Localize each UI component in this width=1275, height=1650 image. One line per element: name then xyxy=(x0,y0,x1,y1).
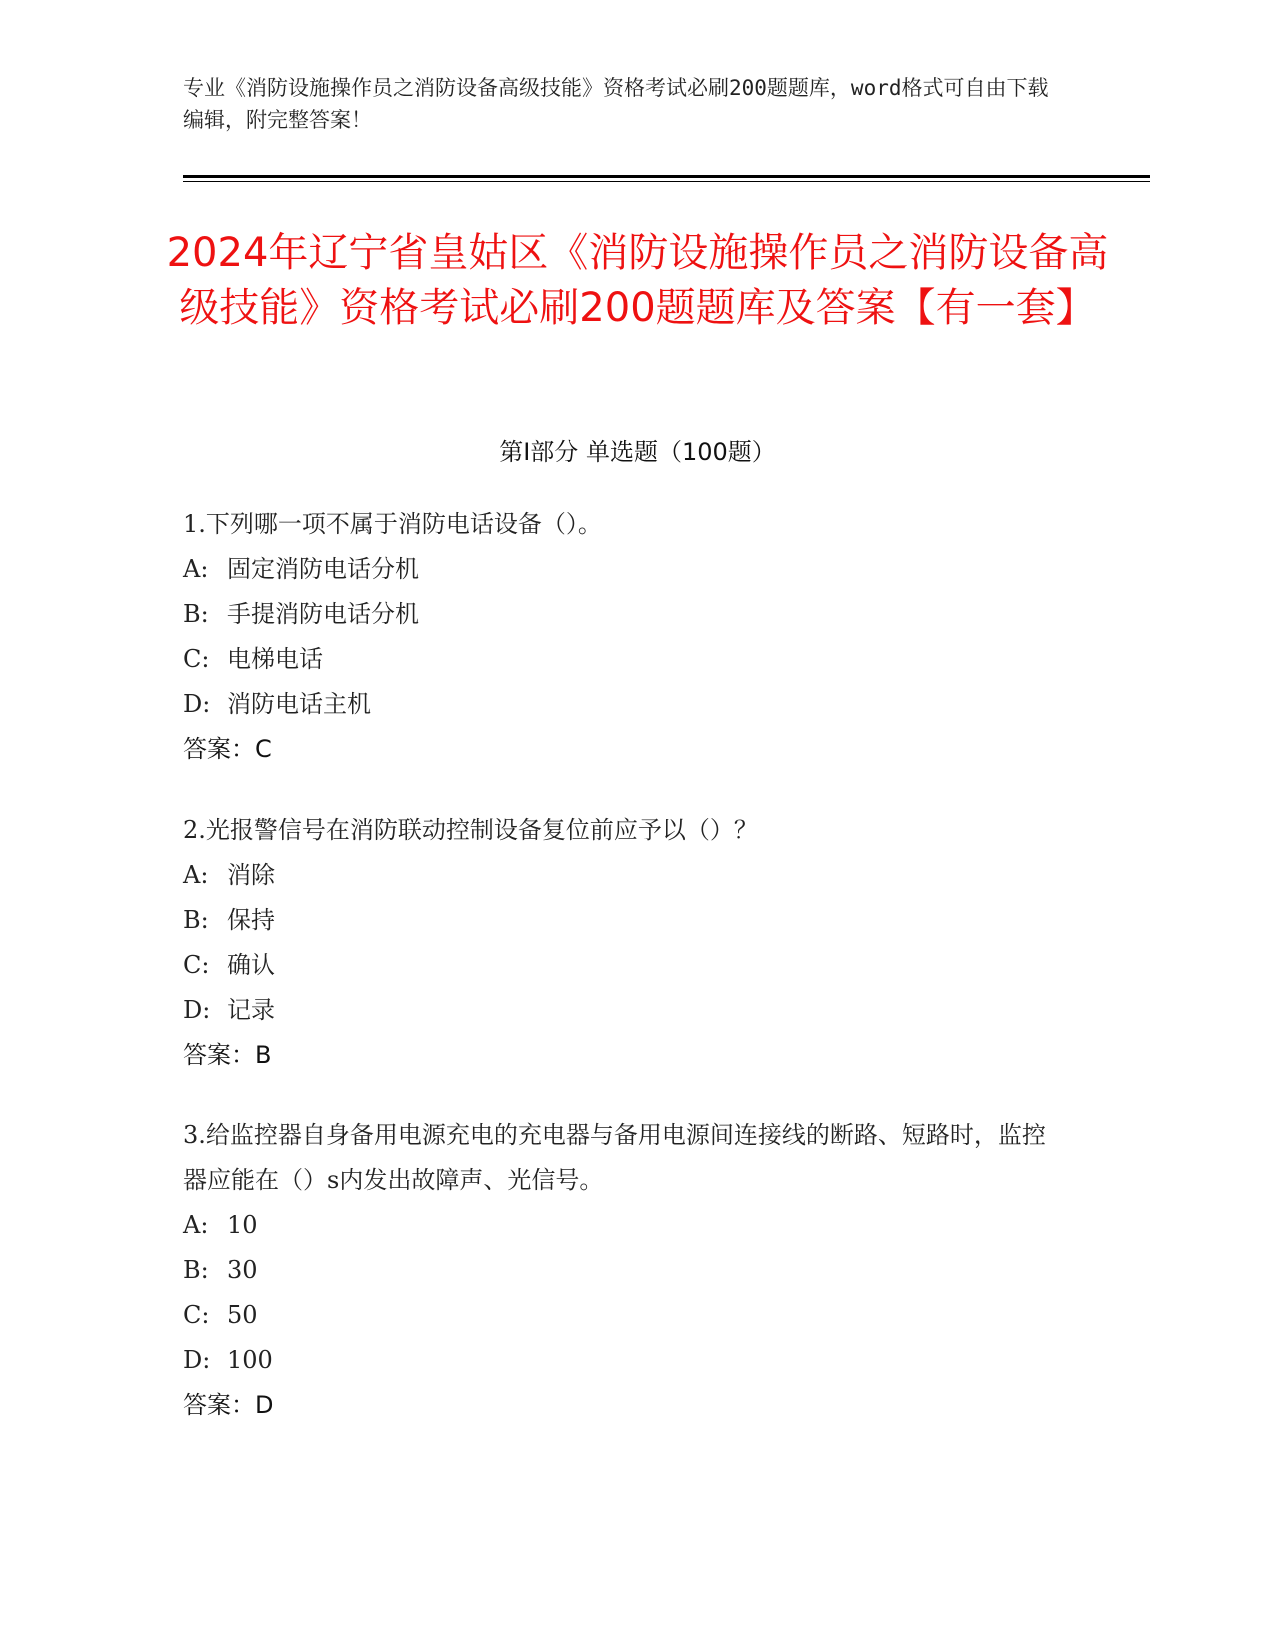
option-a xyxy=(183,1203,1063,1248)
question-stem: 3.给监控器自身备用电源充电的充电器与备用电源间连接线的断路、短路时，监控器应能在（）s内发出故障声、光信号。 xyxy=(183,1121,1046,1194)
option-label: C: xyxy=(183,1301,210,1329)
option-label: A: xyxy=(183,555,209,583)
option-b xyxy=(183,1248,1063,1293)
option-text: 确认 xyxy=(227,951,275,979)
option-c xyxy=(183,637,1063,682)
option-text: 手提消防电话分机 xyxy=(227,600,419,628)
option-a xyxy=(183,547,1063,592)
option-c xyxy=(183,943,1063,988)
option-label: C: xyxy=(183,645,210,673)
option-label: B: xyxy=(183,906,209,934)
option-text: 50 xyxy=(227,1301,258,1329)
option-d xyxy=(183,682,1063,727)
option-text: 固定消防电话分机 xyxy=(227,555,419,583)
option-label: B: xyxy=(183,1256,209,1284)
option-c xyxy=(183,1293,1063,1338)
option-text: 30 xyxy=(227,1256,258,1284)
header-rule-thin xyxy=(183,181,1150,182)
option-label: D: xyxy=(183,690,211,718)
question-2 xyxy=(183,808,1063,1078)
header-note: 专业《消防设施操作员之消防设备高级技能》资格考试必刷200题题库，word格式可自由下载编辑，附完整答案！ xyxy=(183,76,1049,132)
option-d xyxy=(183,1338,1063,1383)
option-text: 消除 xyxy=(227,861,275,889)
option-label: A: xyxy=(183,1211,209,1239)
option-text: 保持 xyxy=(227,906,275,934)
option-b xyxy=(183,898,1063,943)
question-stem: 2.光报警信号在消防联动控制设备复位前应予以（）？ xyxy=(183,816,758,844)
option-label: B: xyxy=(183,600,209,628)
answer: 答案：C xyxy=(183,735,272,763)
option-label: C: xyxy=(183,951,210,979)
option-b xyxy=(183,592,1063,637)
option-d xyxy=(183,988,1063,1033)
option-label: D: xyxy=(183,1346,211,1374)
answer: 答案：B xyxy=(183,1041,272,1069)
document-title: 2024年辽宁省皇姑区《消防设施操作员之消防设备高级技能》资格考试必刷200题题库及答案【有一套】 xyxy=(166,230,1109,331)
option-text: 10 xyxy=(227,1211,258,1239)
option-a xyxy=(183,853,1063,898)
question-3 xyxy=(183,1113,1063,1428)
answer: 答案：D xyxy=(183,1391,274,1419)
section-title: 第Ⅰ部分 单选题（100题） xyxy=(499,438,776,466)
question-1 xyxy=(183,502,1063,772)
option-text: 消防电话主机 xyxy=(227,690,371,718)
option-label: D: xyxy=(183,996,211,1024)
question-stem: 1.下列哪一项不属于消防电话设备（）。 xyxy=(183,510,602,538)
option-label: A: xyxy=(183,861,209,889)
header-rule-thick xyxy=(183,175,1150,178)
option-text: 100 xyxy=(227,1346,273,1374)
option-text: 记录 xyxy=(227,996,275,1024)
option-text: 电梯电话 xyxy=(227,645,323,673)
